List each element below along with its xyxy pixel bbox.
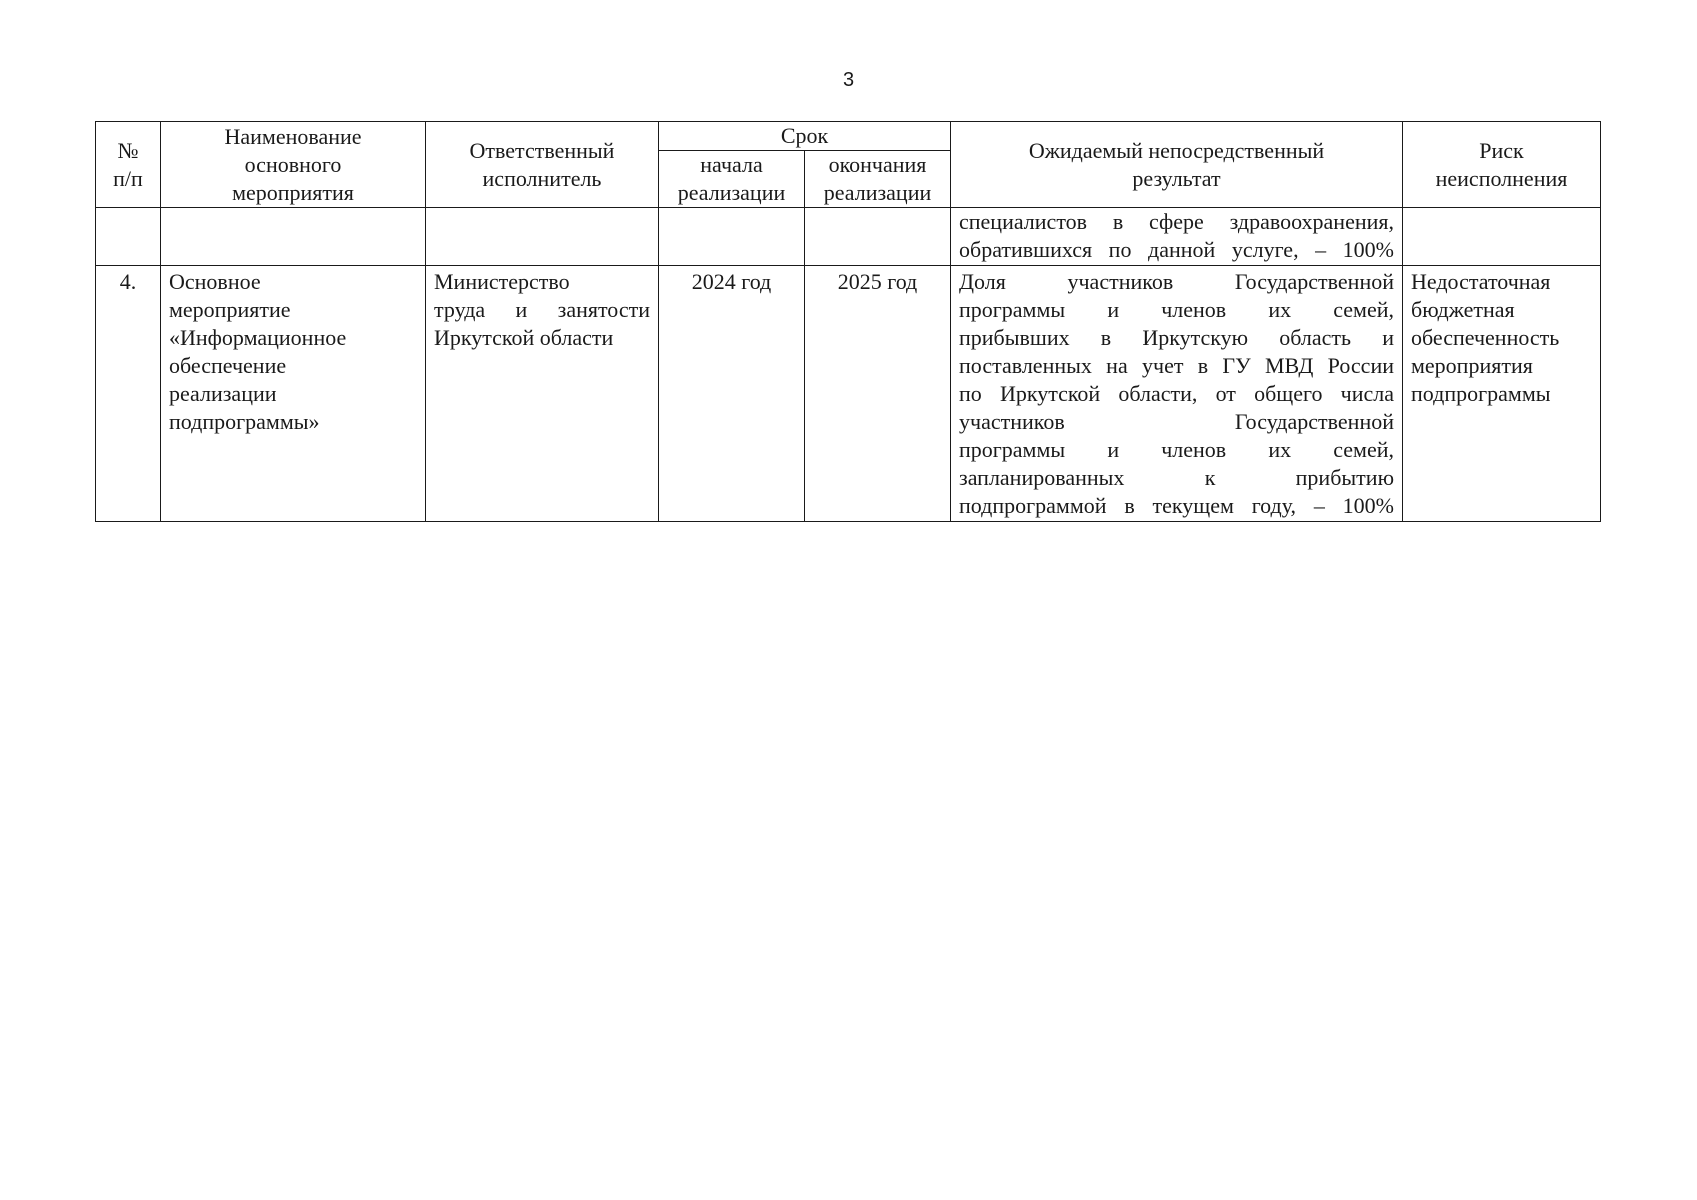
activities-table bbox=[95, 121, 1601, 522]
row-2-result-line-2: программы и членов их семей, bbox=[959, 297, 1394, 322]
row-1-end bbox=[805, 208, 951, 266]
row-2-risk-line-3: обеспеченность bbox=[1411, 325, 1560, 350]
header-executor bbox=[426, 122, 659, 208]
header-num bbox=[96, 122, 161, 208]
header-executor-line-1: Ответственный bbox=[469, 137, 615, 163]
row-2-executor-line-3: Иркутской области bbox=[434, 325, 614, 350]
row-2-result-line-5: по Иркутской области, от общего числа bbox=[959, 381, 1394, 406]
row-2-name-line-5: реализации bbox=[169, 381, 277, 406]
row-2-risk-line-5: подпрограммы bbox=[1411, 381, 1551, 406]
header-risk bbox=[1403, 122, 1601, 208]
row-1-num bbox=[96, 208, 161, 266]
row-2-result-line-1: Доля участников Государственной bbox=[959, 269, 1394, 294]
row-2-start: 2024 год bbox=[659, 266, 805, 522]
header-name-line-3: мероприятия bbox=[232, 179, 354, 205]
header-end bbox=[805, 151, 951, 208]
row-2-expected-result bbox=[951, 266, 1403, 522]
header-start bbox=[659, 151, 805, 208]
row-2-result-line-7: программы и членов их семей, bbox=[959, 437, 1394, 462]
row-2-name-line-1: Основное bbox=[169, 269, 261, 294]
row-2-result-line-6: участников Государственной bbox=[959, 409, 1394, 434]
row-2-risk bbox=[1403, 266, 1601, 522]
row-2-result-line-4: поставленных на учет в ГУ МВД России bbox=[959, 353, 1394, 378]
row-2-name-line-4: обеспечение bbox=[169, 353, 287, 378]
header-start-line-2: реализации bbox=[677, 180, 786, 205]
row-2-name-line-6: подпрограммы» bbox=[169, 409, 320, 434]
row-2-activity-name bbox=[161, 266, 426, 522]
row-2-name-line-2: мероприятие bbox=[169, 297, 291, 322]
row-2-executor-line-1: Министерство bbox=[434, 269, 570, 294]
row-2-risk-line-4: мероприятия bbox=[1411, 353, 1533, 378]
header-end-line-2: реализации bbox=[823, 180, 932, 205]
row-1-risk bbox=[1403, 208, 1601, 266]
row-1-executor bbox=[426, 208, 659, 266]
header-activity-name bbox=[161, 122, 426, 208]
row-2-result-line-8: запланированных к прибытию bbox=[959, 465, 1394, 490]
header-result-line-2: результат bbox=[1132, 165, 1221, 191]
row-2-end: 2025 год bbox=[805, 266, 951, 522]
header-expected-result bbox=[951, 122, 1403, 208]
row-1-activity-name bbox=[161, 208, 426, 266]
row-2-name-line-3: «Информационное bbox=[169, 325, 347, 350]
header-num-line-2: п/п bbox=[113, 165, 143, 191]
row-2-result-line-9: подпрограммой в текущем году, – 100% bbox=[959, 493, 1394, 518]
row-1-expected-result bbox=[951, 208, 1403, 266]
header-risk-line-1: Риск bbox=[1479, 137, 1524, 163]
row-2-num: 4. bbox=[96, 266, 161, 522]
header-name-line-1: Наименование bbox=[224, 123, 362, 149]
header-num-line-1: № bbox=[117, 137, 139, 163]
row-2-result-line-3: прибывших в Иркутскую область и bbox=[959, 325, 1394, 350]
page-number: 3 bbox=[842, 69, 855, 91]
header-term: Срок bbox=[659, 122, 951, 151]
row-1-start bbox=[659, 208, 805, 266]
row-2-risk-line-2: бюджетная bbox=[1411, 297, 1515, 322]
row-1-result-line-1: специалистов в сфере здравоохранения, bbox=[959, 209, 1394, 234]
header-name-line-2: основного bbox=[244, 151, 342, 177]
header-risk-line-2: неисполнения bbox=[1435, 165, 1568, 191]
header-result-line-1: Ожидаемый непосредственный bbox=[1028, 137, 1325, 163]
row-1-result-line-2: обратившихся по данной услуге, – 100% bbox=[959, 237, 1394, 262]
table-row bbox=[96, 266, 1601, 522]
row-2-executor bbox=[426, 266, 659, 522]
table-row bbox=[96, 208, 1601, 266]
row-2-executor-line-2: труда и занятости bbox=[434, 297, 650, 322]
header-end-line-1: окончания bbox=[828, 152, 927, 177]
header-executor-line-2: исполнитель bbox=[482, 165, 602, 191]
row-2-risk-line-1: Недостаточная bbox=[1411, 269, 1551, 294]
header-start-line-1: начала bbox=[700, 152, 763, 177]
